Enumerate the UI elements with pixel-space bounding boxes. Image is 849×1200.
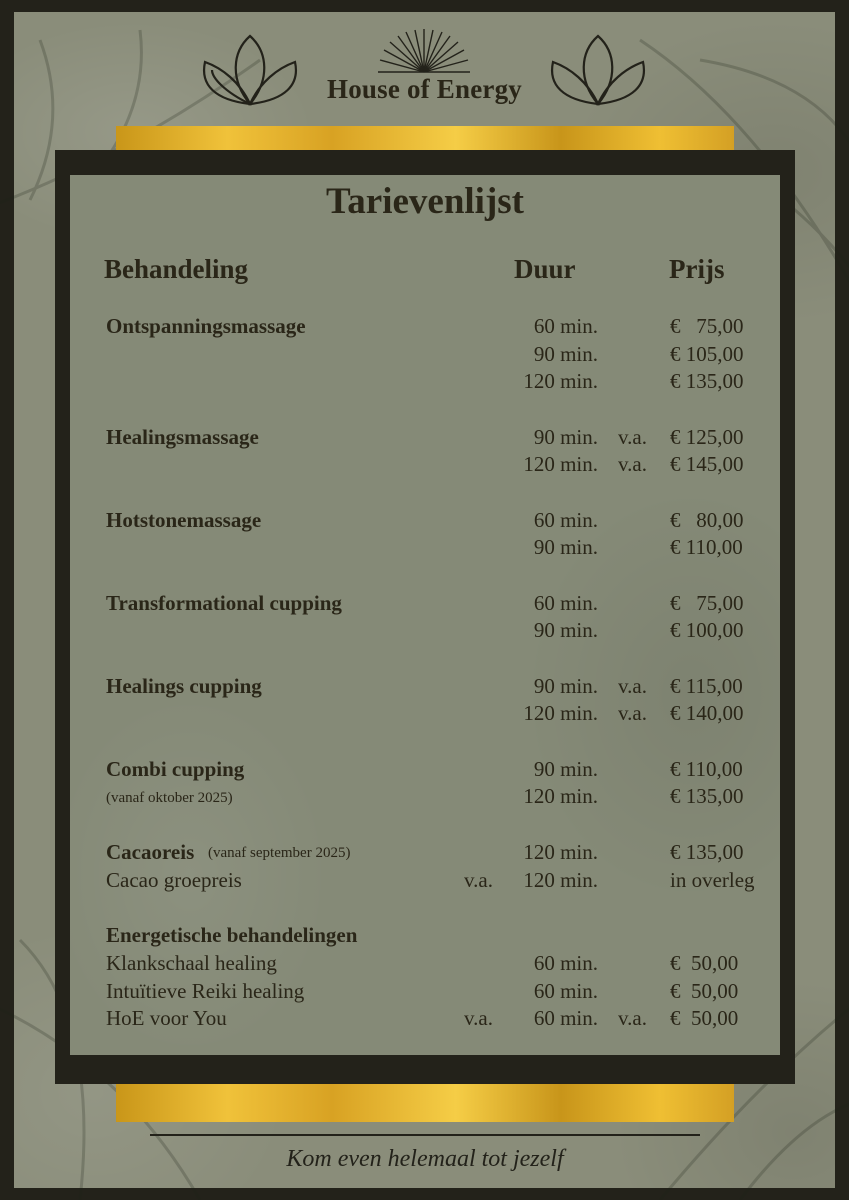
duration: 60 min. [533, 591, 598, 615]
price: € 105,00 [670, 342, 744, 366]
duration: 90 min. [533, 674, 598, 698]
duration: 120 min. [523, 369, 598, 393]
price: € 140,00 [670, 701, 744, 725]
price: € 100,00 [670, 618, 744, 642]
column-header-duration: Duur [514, 254, 576, 284]
price: € 135,00 [670, 840, 744, 864]
price: € 115,00 [670, 674, 743, 698]
treatment-name: Intuïtieve Reiki healing [106, 979, 305, 1003]
treatment-name: Hotstonemassage [106, 508, 262, 532]
lotus-right-icon [552, 36, 644, 104]
from-label: v.a. [618, 452, 647, 476]
gold-band-top [116, 126, 734, 150]
duration: 60 min. [533, 951, 598, 975]
gold-band-bottom [116, 1084, 734, 1122]
duration: 60 min. [533, 979, 598, 1003]
treatment-name: Transformational cupping [106, 591, 342, 615]
treatment-name: Healings cupping [106, 674, 262, 698]
from-label: v.a. [618, 1006, 647, 1030]
brand-name: House of Energy [327, 74, 522, 104]
duration: 90 min. [533, 342, 598, 366]
duration: 60 min. [533, 1006, 598, 1030]
price: € 135,00 [670, 369, 744, 393]
treatment-name: Cacao groepreis [106, 868, 242, 892]
from-label: v.a. [618, 674, 647, 698]
duration: 120 min. [523, 840, 598, 864]
duration: 120 min. [523, 784, 598, 808]
availability-note: (vanaf september 2025) [208, 845, 351, 861]
price: € 125,00 [670, 425, 744, 449]
duration: 60 min. [533, 508, 598, 532]
treatment-name: Cacaoreis [106, 840, 195, 864]
duration: 120 min. [523, 701, 598, 725]
price: in overleg [670, 868, 755, 892]
treatment-name: Combi cupping [106, 757, 245, 781]
duration: 90 min. [533, 757, 598, 781]
availability-note: (vanaf oktober 2025) [106, 790, 233, 806]
divider [150, 1134, 700, 1136]
price: € 110,00 [670, 535, 743, 559]
treatment-name: Ontspanningsmassage [106, 314, 306, 338]
from-label: v.a. [618, 425, 647, 449]
price: € 75,00 [670, 591, 744, 615]
section-heading: Energetische behandelingen [106, 923, 358, 947]
duration: 120 min. [523, 868, 598, 892]
lotus-left-icon [204, 36, 296, 104]
price: € 50,00 [670, 1006, 739, 1030]
treatment-name: Klankschaal healing [106, 951, 277, 975]
page-title: Tarievenlijst [325, 181, 524, 222]
price: € 75,00 [670, 314, 744, 338]
treatment-name: HoE voor You [106, 1006, 227, 1030]
from-label: v.a. [618, 701, 647, 725]
slogan: Kom even helemaal tot jezelf [286, 1146, 564, 1172]
column-header-price: Prijs [669, 254, 725, 284]
price: € 50,00 [670, 951, 739, 975]
duration: 60 min. [533, 314, 598, 338]
duration: 120 min. [523, 452, 598, 476]
sunrise-icon [378, 29, 470, 72]
from-label: v.a. [464, 1006, 493, 1030]
column-header-treatment: Behandeling [104, 254, 249, 284]
treatment-name: Healingsmassage [106, 425, 259, 449]
duration: 90 min. [533, 618, 598, 642]
duration: 90 min. [533, 535, 598, 559]
price: € 135,00 [670, 784, 744, 808]
duration: 90 min. [533, 425, 598, 449]
price: € 110,00 [670, 757, 743, 781]
from-label: v.a. [464, 868, 493, 892]
price: € 80,00 [670, 508, 744, 532]
price: € 145,00 [670, 452, 744, 476]
price: € 50,00 [670, 979, 739, 1003]
